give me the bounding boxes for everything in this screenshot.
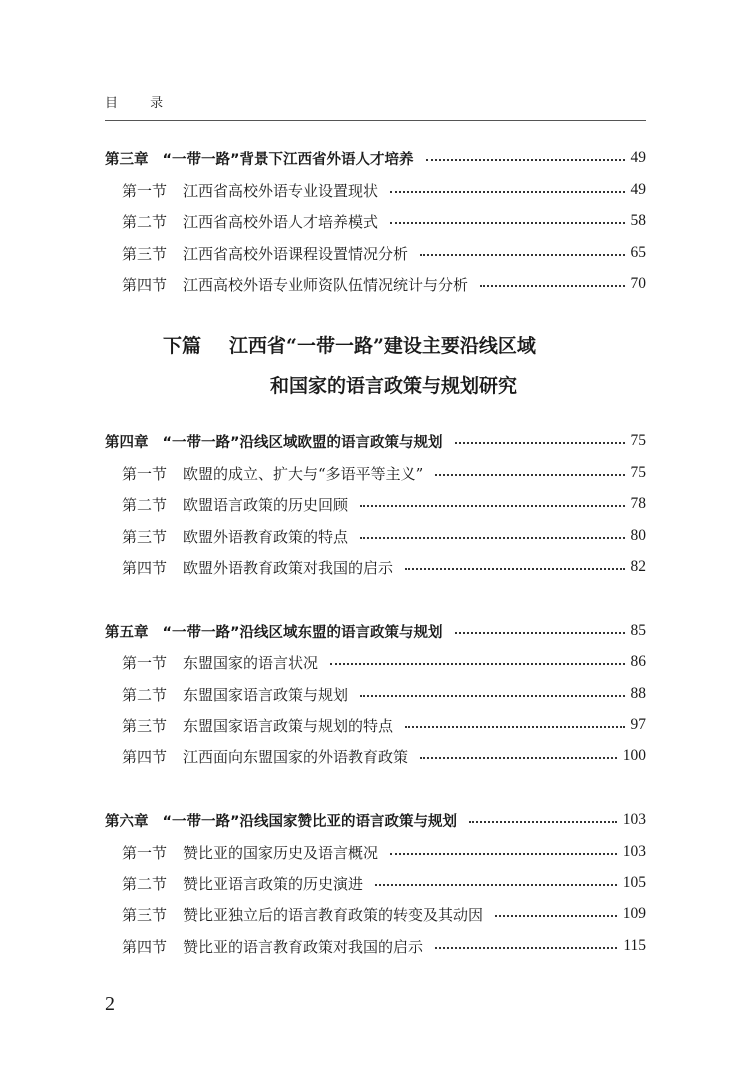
page-number: 115 (623, 937, 646, 954)
section-label: 第一节 (122, 464, 168, 483)
dot-leader (405, 568, 624, 570)
section-title: 江西省高校外语课程设置情况分析 (183, 244, 409, 263)
section-label: 第二节 (122, 685, 168, 704)
toc-section[interactable] (122, 241, 646, 265)
page-number: 78 (630, 495, 646, 512)
section-label: 第四节 (122, 747, 168, 766)
chapter-label: 第六章 (105, 813, 149, 830)
dot-leader (360, 695, 624, 697)
section-label: 第四节 (122, 275, 168, 294)
toc-section[interactable] (122, 871, 646, 895)
toc-section[interactable] (122, 682, 646, 706)
section-title: 东盟国家语言政策与规划的特点 (183, 716, 394, 735)
dot-leader (330, 663, 624, 665)
page-footer-number: 2 (105, 993, 115, 1015)
chapter-label: 第五章 (105, 624, 149, 641)
page-number: 109 (622, 905, 646, 922)
section-title: 赞比亚的语言教育政策对我国的启示 (183, 937, 424, 956)
toc-chapter-3[interactable] (105, 146, 646, 170)
section-title: 江西省高校外语专业设置现状 (183, 181, 379, 200)
page-number: 58 (630, 212, 646, 229)
dot-leader (390, 853, 617, 855)
running-header: 目 录 (105, 96, 178, 111)
dot-leader (360, 505, 624, 507)
dot-leader (435, 474, 624, 476)
section-label: 第三节 (122, 905, 168, 924)
dot-leader (390, 191, 624, 193)
chapter-title: “一带一路”沿线国家赞比亚的语言政策与规划 (162, 813, 458, 830)
section-title: 江西面向东盟国家的外语教育政策 (183, 747, 409, 766)
dot-leader (435, 947, 617, 949)
section-title: 赞比亚独立后的语言教育政策的转变及其动因 (183, 905, 484, 924)
chapter-title: “一带一路”沿线区域欧盟的语言政策与规划 (162, 434, 443, 451)
chapter-title: “一带一路”沿线区域东盟的语言政策与规划 (162, 624, 443, 641)
section-title: 江西省高校外语人才培养模式 (183, 212, 379, 231)
dot-leader (426, 159, 625, 161)
toc-section[interactable] (122, 650, 646, 674)
dot-leader (390, 222, 624, 224)
page-number: 103 (622, 811, 646, 828)
page-number: 49 (630, 181, 646, 198)
page-number: 82 (630, 558, 646, 575)
section-label: 第一节 (122, 181, 168, 200)
dot-leader (495, 915, 617, 917)
section-title: 赞比亚的国家历史及语言概况 (183, 843, 379, 862)
section-title: 欧盟外语教育政策对我国的启示 (183, 558, 394, 577)
page-number: 86 (630, 653, 646, 670)
toc-chapter-5[interactable] (105, 619, 646, 643)
toc-section[interactable] (122, 492, 646, 516)
part-label: 下篇 (163, 335, 202, 357)
page-number: 75 (630, 464, 646, 481)
section-label: 第二节 (122, 495, 168, 514)
dot-leader (405, 726, 624, 728)
part-title-line-1: 江西省“一带一路”建设主要沿线区域 (229, 335, 536, 357)
toc-section[interactable] (122, 524, 646, 548)
toc-section[interactable] (122, 902, 646, 926)
dot-leader (360, 537, 624, 539)
section-title: 欧盟外语教育政策的特点 (183, 527, 349, 546)
page-number: 97 (630, 716, 646, 733)
page-number: 75 (630, 432, 646, 449)
page-number: 105 (622, 874, 646, 891)
page-number: 80 (630, 527, 646, 544)
toc-chapter-4[interactable] (105, 429, 646, 453)
page-number: 100 (622, 747, 646, 764)
section-title: 欧盟语言政策的历史回顾 (183, 495, 349, 514)
section-label: 第三节 (122, 716, 168, 735)
dot-leader (375, 884, 617, 886)
toc-section[interactable] (122, 272, 646, 296)
dot-leader (420, 757, 617, 759)
toc-section[interactable] (122, 461, 646, 485)
section-title: 东盟国家的语言状况 (183, 653, 319, 672)
toc-section[interactable] (122, 840, 646, 864)
toc-chapter-6[interactable] (105, 808, 646, 832)
page-number: 49 (630, 149, 646, 166)
chapter-title: “一带一路”背景下江西省外语人才培养 (162, 151, 414, 168)
dot-leader (455, 442, 625, 444)
toc-section[interactable] (122, 713, 646, 737)
chapter-label: 第四章 (105, 434, 149, 451)
part-title-line-2: 和国家的语言政策与规划研究 (270, 375, 518, 397)
section-label: 第四节 (122, 937, 168, 956)
toc-section[interactable] (122, 934, 646, 958)
section-title: 东盟国家语言政策与规划 (183, 685, 349, 704)
section-title: 欧盟的成立、扩大与“多语平等主义” (183, 464, 424, 483)
page-number: 88 (630, 685, 646, 702)
toc-section[interactable] (122, 555, 646, 579)
section-label: 第四节 (122, 558, 168, 577)
toc-section[interactable] (122, 744, 646, 768)
page-number: 85 (630, 622, 646, 639)
header-rule (105, 120, 646, 121)
page-number: 70 (630, 275, 646, 292)
section-label: 第三节 (122, 244, 168, 263)
section-label: 第一节 (122, 843, 168, 862)
toc-section[interactable] (122, 209, 646, 233)
dot-leader (420, 254, 624, 256)
section-label: 第二节 (122, 874, 168, 893)
page-number: 103 (622, 843, 646, 860)
section-title: 江西高校外语专业师资队伍情况统计与分析 (183, 275, 469, 294)
part-heading-line-1 (163, 331, 536, 358)
toc-section[interactable] (122, 178, 646, 202)
section-label: 第一节 (122, 653, 168, 672)
section-label: 第二节 (122, 212, 168, 231)
chapter-label: 第三章 (105, 151, 149, 168)
section-label: 第三节 (122, 527, 168, 546)
section-title: 赞比亚语言政策的历史演进 (183, 874, 364, 893)
dot-leader (469, 821, 617, 823)
page-number: 65 (630, 244, 646, 261)
dot-leader (480, 285, 624, 287)
dot-leader (455, 632, 625, 634)
